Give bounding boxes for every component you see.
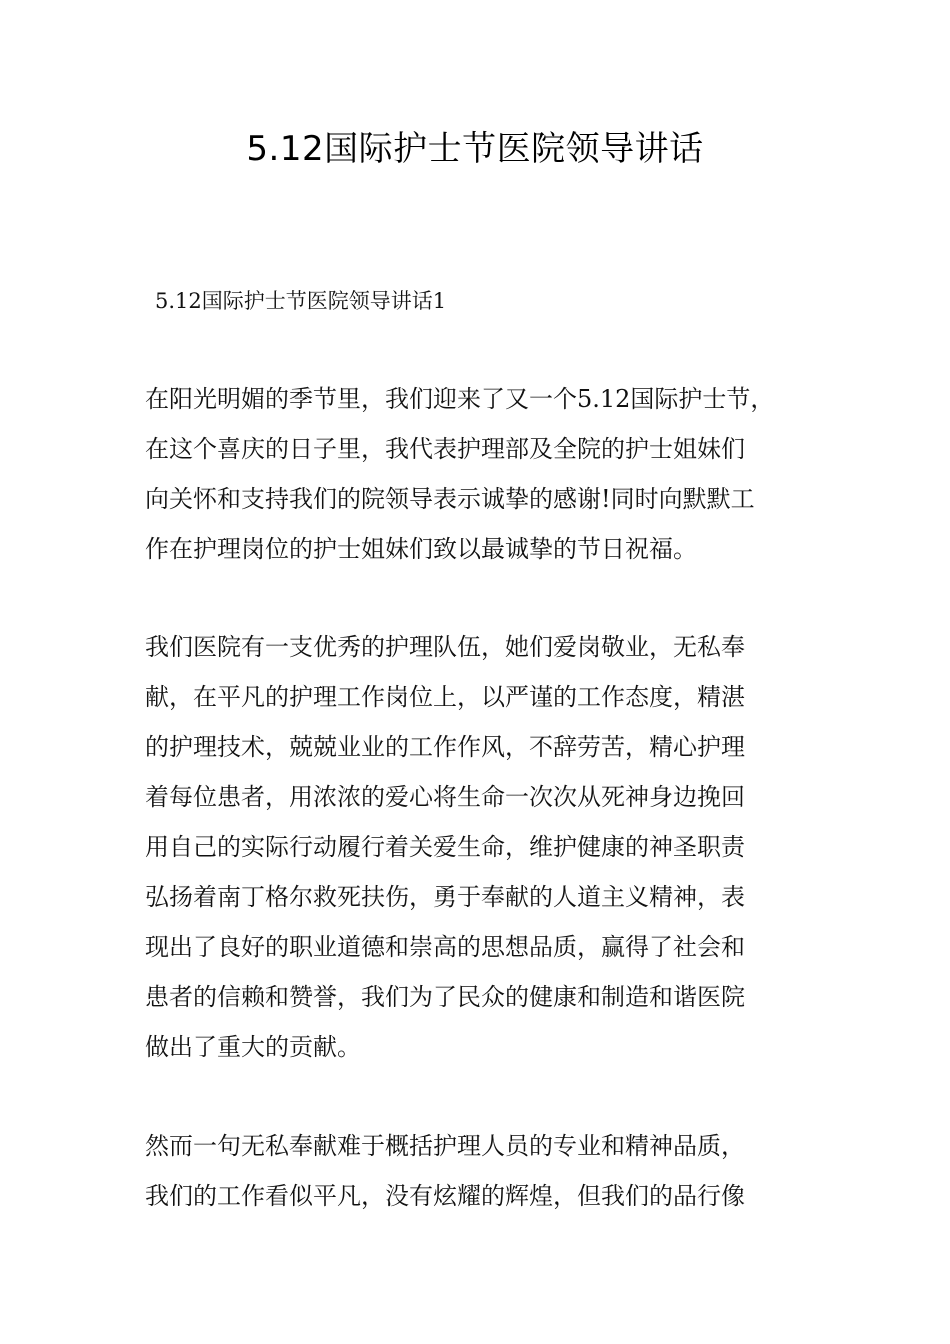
- paragraph-line: 着每位患者，用浓浓的爱心将生命一次次从死神身边挽回: [145, 783, 745, 811]
- paragraph-2: [145, 622, 810, 1072]
- paragraph-line: 献，在平凡的护理工作岗位上，以严谨的工作态度，精湛: [145, 683, 745, 711]
- paragraph-line: 弘扬着南丁格尔救死扶伤，勇于奉献的人道主义精神，表: [145, 883, 745, 911]
- document-title: 5.12国际护士节医院领导讲话: [246, 129, 704, 169]
- paragraph-line: 我们的工作看似平凡，没有炫耀的辉煌，但我们的品行像: [145, 1182, 745, 1210]
- paragraph-line: 现出了良好的职业道德和崇高的思想品质，赢得了社会和: [145, 933, 745, 961]
- paragraph-line: 我们医院有一支优秀的护理队伍，她们爱岗敬业，无私奉: [145, 633, 745, 661]
- paragraph-line: 向关怀和支持我们的院领导表示诚挚的感谢!同时向默默工: [145, 485, 755, 513]
- paragraph-line: 用自己的实际行动履行着关爱生命，维护健康的神圣职责: [145, 833, 745, 861]
- paragraph-1: [145, 374, 810, 574]
- paragraph-line: 的护理技术，兢兢业业的工作作风，不辞劳苦，精心护理: [145, 733, 745, 761]
- paragraph-line: 然而一句无私奉献难于概括护理人员的专业和精神品质，: [145, 1132, 745, 1160]
- paragraph-line: 在阳光明媚的季节里，我们迎来了又一个5.12国际护士节，: [145, 385, 775, 413]
- paragraph-line: 在这个喜庆的日子里，我代表护理部及全院的护士姐妹们: [145, 435, 745, 463]
- paragraph-line: 患者的信赖和赞誉，我们为了民众的健康和制造和谐医院: [145, 983, 745, 1011]
- paragraph-3: [145, 1121, 810, 1221]
- section-heading: 5.12国际护士节医院领导讲话1: [155, 289, 447, 313]
- paragraph-line: 做出了重大的贡献。: [145, 1033, 361, 1061]
- paragraph-line: 作在护理岗位的护士姐妹们致以最诚挚的节日祝福。: [145, 535, 697, 563]
